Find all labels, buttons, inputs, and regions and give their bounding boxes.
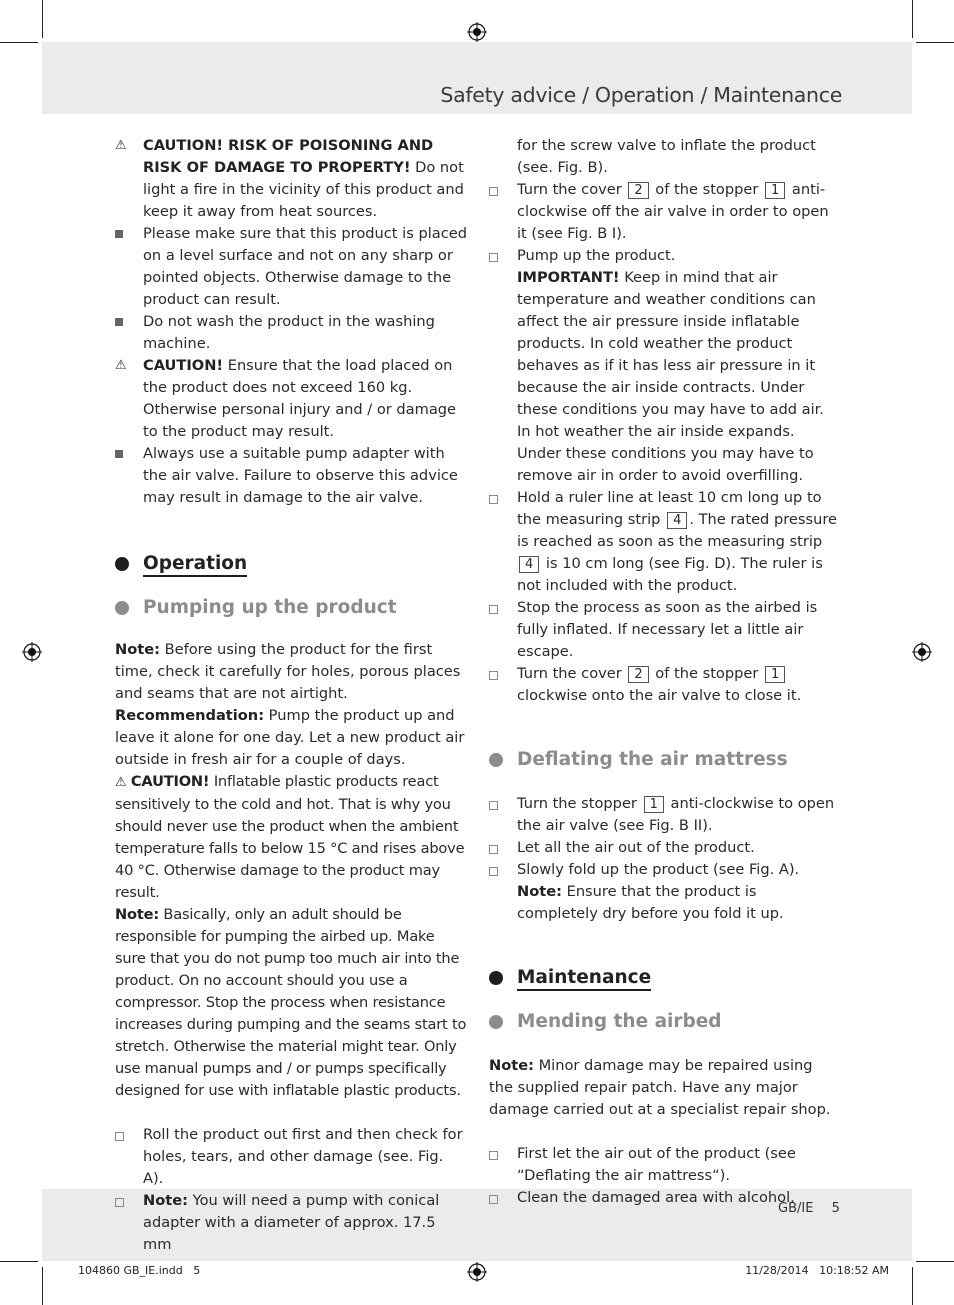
- note-label: Note:: [489, 1057, 534, 1074]
- caution-text: Ensure that the load placed on the product does not exceed 160 kg. Otherwise personal injury and / or damage to the product may result.: [143, 357, 457, 440]
- part-number-box: 2: [628, 182, 648, 199]
- part-number-box: 4: [667, 512, 687, 529]
- list-item-text: Turn the cover: [517, 181, 627, 198]
- checkbox-bullet-icon: [489, 487, 511, 511]
- checkbox-bullet-icon: [115, 1124, 137, 1148]
- checkbox-bullet-icon: [489, 1187, 511, 1211]
- note-first-use: [115, 639, 467, 705]
- square-bullet-icon: [115, 443, 137, 465]
- checkbox-bullet-icon: [489, 793, 511, 817]
- list-item-continuation: [489, 135, 841, 179]
- note-text: Ensure that the product is completely dry before you fold it up.: [517, 883, 784, 922]
- list-item-text: First let the air out of the product (see “Deflating the air mattress“).: [517, 1145, 796, 1184]
- recommendation-text: Pump the product up and leave it alone for one day. Let a new product air outside in fresh air for a couple of days.: [115, 707, 465, 768]
- bullet-dot-icon: [489, 971, 503, 985]
- heading-text: Deflating the air mattress: [517, 749, 788, 770]
- part-number-box: 1: [765, 666, 785, 683]
- crop-mark: [0, 1261, 38, 1262]
- warning-triangle-icon: ⚠: [115, 138, 127, 153]
- checkbox-bullet-icon: [489, 1143, 511, 1167]
- list-item-text: of the stopper: [650, 665, 763, 682]
- bullet-dot-icon: [115, 557, 129, 571]
- crop-mark: [0, 42, 38, 43]
- note-label: Note:: [115, 641, 160, 658]
- note-label: Note:: [143, 1192, 188, 1209]
- note-text: Basically, only an adult should be responsible for pumping the airbed up. Make sure that you do not pump too much air into the product. On no account should you use a compressor. Stop the process when resistance increases during pumping and the seams start to stretch. Otherwise the material might tear. Only use manual pumps and / or pumps specifically designed for use with inflatable plastic products.: [115, 906, 467, 1099]
- bullet-dot-icon: [489, 1015, 503, 1029]
- part-number-box: 2: [628, 666, 648, 683]
- slug-timestamp: 11/28/2014 10:18:52 AM: [745, 1264, 889, 1277]
- list-item: [489, 487, 841, 597]
- list-item-text: is 10 cm long (see Fig. D). The ruler is not included with the product.: [517, 555, 823, 594]
- list-item-text: clockwise onto the air valve to close it.: [517, 687, 802, 704]
- list-item-text: Pump up the product.: [517, 247, 676, 264]
- recommendation-label: Recommendation:: [115, 707, 265, 724]
- list-item: [489, 663, 841, 707]
- page-number: 5: [831, 1201, 840, 1216]
- list-item-text: Hold a ruler line at least 10 cm long up to the measuring strip: [517, 489, 822, 528]
- list-item: [489, 179, 841, 245]
- warning-triangle-icon: ⚠: [115, 775, 127, 790]
- list-item: [115, 311, 467, 355]
- list-item: [115, 1124, 467, 1190]
- heading-text: Mending the airbed: [517, 1011, 722, 1032]
- list-item: [489, 793, 841, 837]
- crop-mark: [912, 0, 913, 38]
- caution-text: Inflatable plastic products react sensitively to the cold and hot. That is why you should never use the product when the ambient temperature falls to below 15 °C and rises above 40 °C. Otherwise damage to the product may result.: [115, 773, 465, 901]
- part-number-box: 1: [644, 796, 664, 813]
- region-label: GB/IE: [778, 1201, 814, 1216]
- caution-label: CAUTION! RISK OF POISONING AND RISK OF DAMAGE TO PROPERTY!: [143, 137, 434, 176]
- important-label: IMPORTANT!: [517, 269, 620, 286]
- subsection-heading-deflating: [489, 747, 841, 773]
- list-item-text: Please make sure that this product is placed on a level surface and not on any sharp or pointed objects. Otherwise damage to the product can result.: [143, 225, 467, 308]
- warning-triangle-icon: ⚠: [115, 358, 127, 373]
- note-text: Before using the product for the first time, check it carefully for holes, porous places and seams that are not airtight.: [115, 641, 461, 702]
- heading-text: Pumping up the product: [143, 597, 397, 618]
- registration-mark-icon: [467, 1262, 487, 1282]
- list-item-text: anti-clockwise to open the air valve (see Fig. B II).: [517, 795, 835, 834]
- square-bullet-icon: [115, 223, 137, 245]
- checkbox-bullet-icon: [489, 859, 511, 883]
- checkbox-bullet-icon: [489, 663, 511, 687]
- caution-label: CAUTION!: [130, 773, 210, 790]
- subsection-heading-mending: [489, 1009, 841, 1035]
- important-text: Keep in mind that air temperature and weather conditions can affect the air pressure inside inflatable products. In cold weather the product behaves as if it has less air pressure in it because the air inside contracts. Under these conditions you may have to add air. In hot weather the air inside expands. Under these conditions you may have to remove air in order to avoid overfilling.: [517, 269, 824, 484]
- heading-text: Maintenance: [517, 967, 651, 991]
- checkbox-bullet-icon: [489, 245, 511, 269]
- crop-mark: [42, 1267, 43, 1305]
- subsection-heading-pumping: [115, 595, 467, 621]
- section-heading-maintenance: [489, 965, 841, 991]
- recommendation: [115, 705, 467, 771]
- list-item: [489, 245, 841, 487]
- right-column: [489, 135, 841, 1209]
- note-label: Note:: [517, 883, 562, 900]
- checkbox-bullet-icon: [489, 597, 511, 621]
- part-number-box: 4: [519, 556, 539, 573]
- crop-mark: [916, 42, 954, 43]
- list-item-text: Slowly fold up the product (see Fig. A).: [517, 861, 800, 878]
- list-item-text: anti-clockwise off the air valve in order to open it (see Fig. B I).: [517, 181, 829, 242]
- square-bullet-icon: [115, 311, 137, 333]
- list-item-text: You will need a pump with conical adapter with a diameter of approx. 17.5 mm: [143, 1192, 440, 1253]
- list-item-text: Let all the air out of the product.: [517, 839, 755, 856]
- bullet-dot-icon: [115, 601, 129, 615]
- list-item-text: Always use a suitable pump adapter with the air valve. Failure to observe this advice may result in damage to the air valve.: [143, 445, 458, 506]
- note-mending: [489, 1055, 841, 1121]
- list-item-text: Do not wash the product in the washing machine.: [143, 313, 435, 352]
- list-item: [489, 597, 841, 663]
- page-footer: [778, 1201, 840, 1216]
- slug-filename: 104860 GB_IE.indd 5: [78, 1264, 201, 1277]
- list-item-text: Stop the process as soon as the airbed is fully inflated. If necessary let a little air escape.: [517, 599, 818, 660]
- page-title: Safety advice / Operation / Maintenance: [440, 83, 842, 107]
- left-column: [115, 135, 467, 1256]
- list-item-text: of the stopper: [650, 181, 763, 198]
- list-item-text: Turn the cover: [517, 665, 627, 682]
- caution-label: CAUTION!: [143, 357, 224, 374]
- list-item: [115, 443, 467, 509]
- crop-mark: [916, 1261, 954, 1262]
- caution-text: Do not light a fire in the vicinity of this product and keep it away from heat sources.: [143, 159, 464, 220]
- registration-mark-icon: [912, 642, 932, 662]
- bullet-dot-icon: [489, 753, 503, 767]
- crop-mark: [42, 0, 43, 38]
- checkbox-bullet-icon: [489, 179, 511, 203]
- caution-poisoning: [115, 135, 467, 223]
- list-item: [489, 859, 841, 925]
- section-heading-operation: [115, 551, 467, 577]
- note-adult: [115, 904, 467, 1102]
- note-label: Note:: [115, 906, 159, 923]
- part-number-box: 1: [765, 182, 785, 199]
- list-item: [115, 1190, 467, 1256]
- checkbox-bullet-icon: [115, 1190, 137, 1214]
- caution-temperature: [115, 771, 467, 904]
- list-item-text: Turn the stopper: [517, 795, 642, 812]
- caution-load: [115, 355, 467, 443]
- note-text: Minor damage may be repaired using the supplied repair patch. Have any major damage carried out at a specialist repair shop.: [489, 1057, 831, 1118]
- checkbox-bullet-icon: [489, 837, 511, 861]
- registration-mark-icon: [467, 22, 487, 42]
- list-item: [115, 223, 467, 311]
- heading-text: Operation: [143, 553, 247, 577]
- list-item-text: Clean the damaged area with alcohol.: [517, 1189, 795, 1206]
- registration-mark-icon: [22, 642, 42, 662]
- list-item: [489, 837, 841, 859]
- crop-mark: [912, 1267, 913, 1305]
- list-item-text: for the screw valve to inflate the product (see. Fig. B).: [517, 137, 816, 176]
- list-item: [489, 1143, 841, 1187]
- list-item-text: . The rated pressure is reached as soon as the measuring strip: [517, 511, 837, 550]
- list-item-text: Roll the product out first and then check for holes, tears, and other damage (see. Fig. A).: [143, 1126, 463, 1187]
